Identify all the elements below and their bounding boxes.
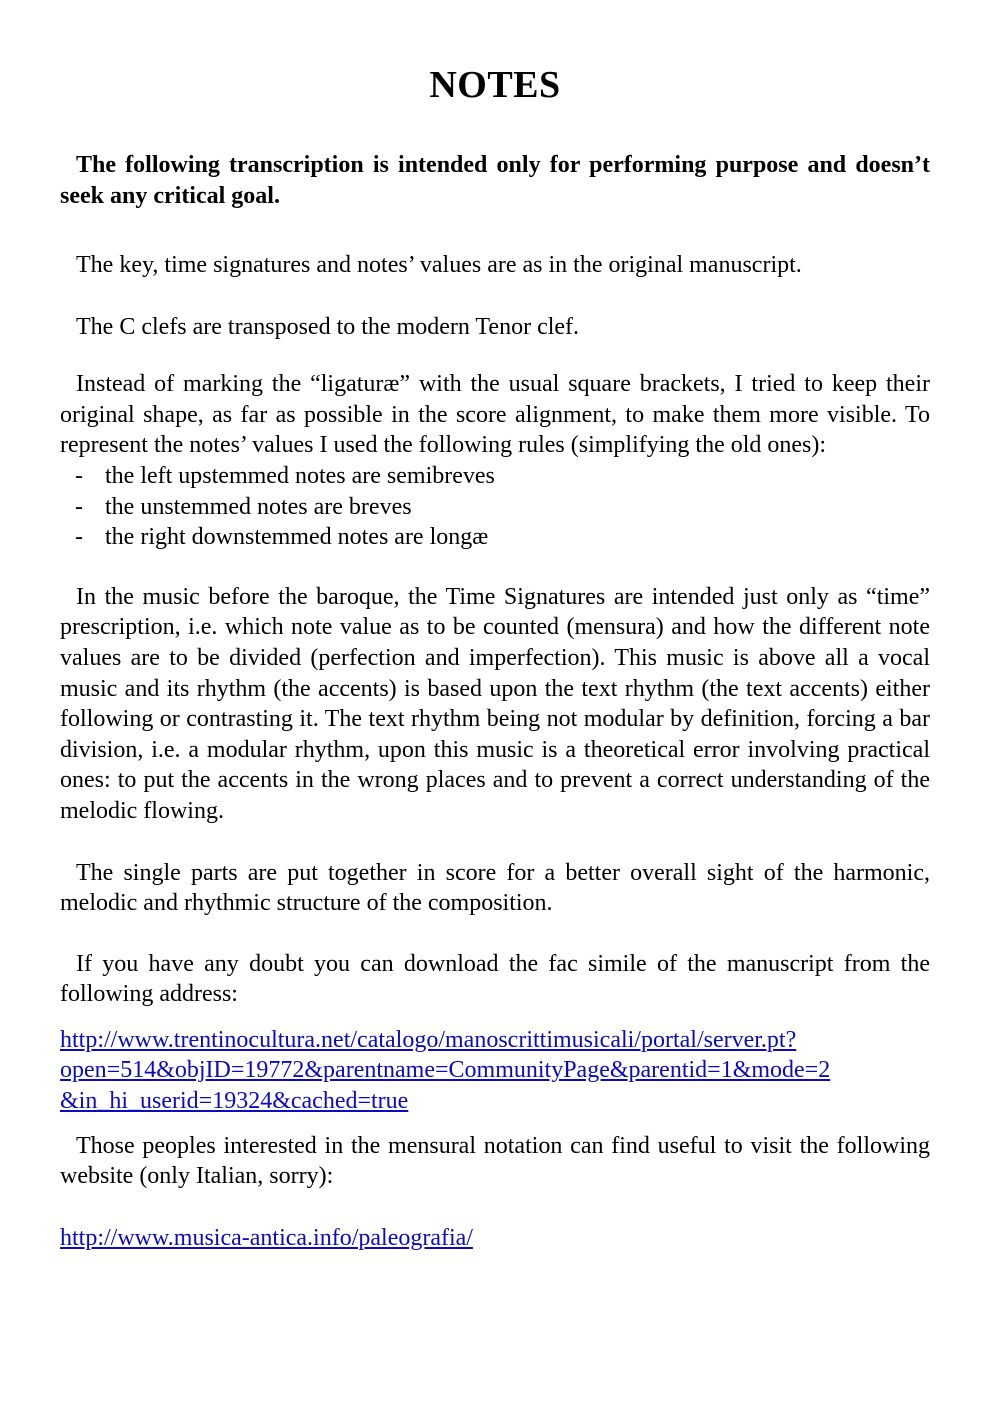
download-paragraph: If you have any doubt you can download the fac simile of the manuscript from the following address: — [60, 950, 930, 1008]
manuscript-link-line-1: http://www.trentinocultura.net/catalogo/manoscrittimusicali/portal/server.pt? — [60, 1026, 797, 1053]
list-dash: - — [75, 493, 83, 520]
list-item — [60, 522, 930, 553]
intro-paragraph: The following transcription is intended only for performing purpose and doesn’t seek any critical goal. — [60, 152, 930, 209]
list-item — [60, 461, 930, 492]
baroque-paragraph: In the music before the baroque, the Time Signatures are intended just only as “time” prescription, i.e. which note value as to be counted (mensura) and how the different note values are to be divided (perfection and imperfection). This music is above all a vocal music and its rhythm (the accents) is based upon the text rhythm (the text accents) either following or contrasting it. The text rhythm being not modular by definition, forcing a bar division, i.e. a modular rhythm, upon this music is a theoretical error involving practical ones: to put the accents in the wrong places and to prevent a correct understanding of the melodic flowing. — [60, 583, 930, 824]
list-item-text: the left upstemmed notes are semibreves — [105, 462, 495, 489]
manuscript-link-line-3: &in_hi_userid=19324&cached=true — [60, 1088, 409, 1115]
manuscript-link-line-2: open=514&objID=19772&parentname=CommunityPage&parentid=1&mode=2 — [60, 1057, 831, 1084]
document-page — [60, 0, 930, 1253]
manuscript-link[interactable] — [60, 1025, 930, 1117]
list-item-text: the unstemmed notes are breves — [105, 493, 412, 520]
key-paragraph: The key, time signatures and notes’ values are as in the original manuscript. — [76, 252, 802, 278]
list-item-text: the right downstemmed notes are longæ — [105, 524, 489, 551]
list-dash: - — [75, 524, 83, 551]
list-dash: - — [75, 462, 83, 489]
clefs-paragraph: The C clefs are transposed to the modern Tenor clef. — [76, 313, 580, 340]
rules-list — [60, 461, 930, 553]
paleografia-link[interactable]: http://www.musica-antica.info/paleografia/ — [60, 1224, 473, 1251]
ligature-paragraph: Instead of marking the “ligaturæ” with the usual square brackets, I tried to keep their original shape, as far as possible in the score alignment, to make them more visible. To represent the notes’ values I used the following rules (simplifying the old ones): — [60, 371, 930, 459]
score-paragraph: The single parts are put together in score for a better overall sight of the harmonic, melodic and rhythmic structure of the composition. — [60, 859, 930, 917]
mensural-paragraph: Those peoples interested in the mensural notation can find useful to visit the following website (only Italian, sorry): — [60, 1132, 930, 1190]
page-title: NOTES — [429, 64, 561, 106]
list-item — [60, 492, 930, 523]
